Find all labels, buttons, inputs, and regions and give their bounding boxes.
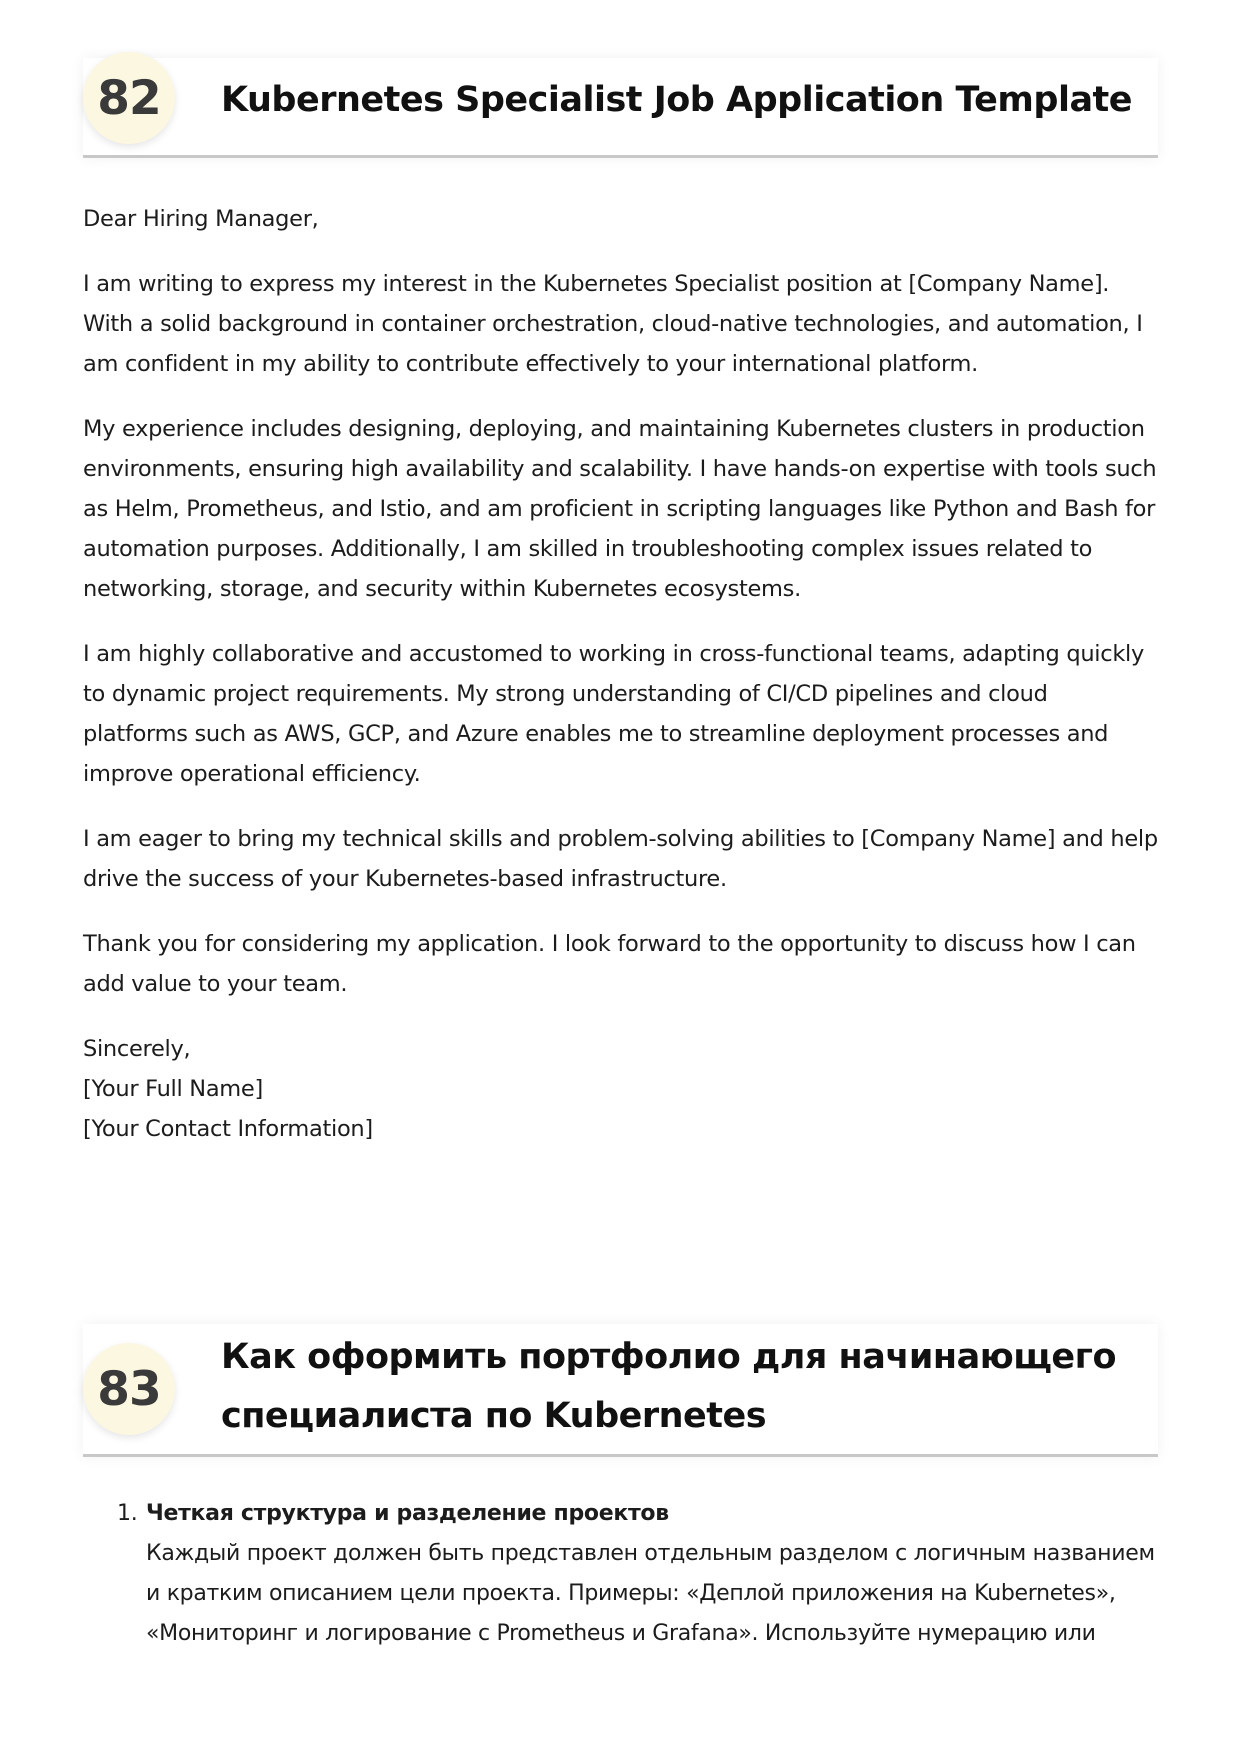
letter-paragraph: I am highly collaborative and accustomed to working in cross-functional teams, adapting quickly to dynamic project requirements. My strong understanding of CI/CD pipelines and cloud platforms such as AWS, GCP, and Azure enables me to streamline deployment processes and improve operational efficiency. — [83, 641, 1145, 787]
section-82-header — [83, 58, 1158, 158]
salutation: Dear Hiring Manager, — [83, 206, 319, 232]
section-title: Как оформить портфолио для начинающего специалиста по Kubernetes — [221, 1337, 1116, 1436]
list-item-number: 1. — [117, 1501, 138, 1526]
letter-paragraph: I am eager to bring my technical skills and problem-solving abilities to [Company Name] and help drive the success of your Kubernetes-based infrastructure. — [83, 826, 1158, 892]
portfolio-tips-list — [83, 1494, 1158, 1654]
closing: Sincerely, — [83, 1036, 191, 1062]
letter-paragraph: My experience includes designing, deploying, and maintaining Kubernetes clusters in production environments, ensuring high availability and scalability. I have hands-on expertise with tools such as Helm, Prometheus, and Istio, and am proficient in scripting languages like Python and Bash for automation purposes. Additionally, I am skilled in troubleshooting complex issues related to networking, storage, and security within Kubernetes ecosystems. — [83, 416, 1157, 602]
list-item — [83, 1494, 1158, 1654]
section-title: Kubernetes Specialist Job Application Template — [221, 80, 1133, 120]
section-83-header — [83, 1324, 1158, 1457]
contact-placeholder: [Your Contact Information] — [83, 1116, 373, 1142]
letter-paragraph: Thank you for considering my application. I look forward to the opportunity to discuss how I can add value to your team. — [83, 931, 1136, 997]
section-number-badge: 82 — [83, 52, 175, 144]
letter-paragraph: I am writing to express my interest in the Kubernetes Specialist position at [Company Name]. With a solid background in container orchestration, cloud-native technologies, and automation, I am confident in my ability to contribute effectively to your international platform. — [83, 271, 1143, 377]
list-item-body: Каждый проект должен быть представлен отдельным разделом с логичным названием и кратким описанием цели проекта. Примеры: «Деплой приложения на Kubernetes», «Мониторинг и логирование с Prometheus и Grafana». Используйте нумерацию или — [146, 1541, 1155, 1646]
signoff — [83, 1029, 1158, 1149]
section-number-badge: 83 — [83, 1343, 175, 1435]
cover-letter — [83, 199, 1158, 1149]
list-item-heading: Четкая структура и разделение проектов — [146, 1501, 669, 1526]
name-placeholder: [Your Full Name] — [83, 1076, 263, 1102]
